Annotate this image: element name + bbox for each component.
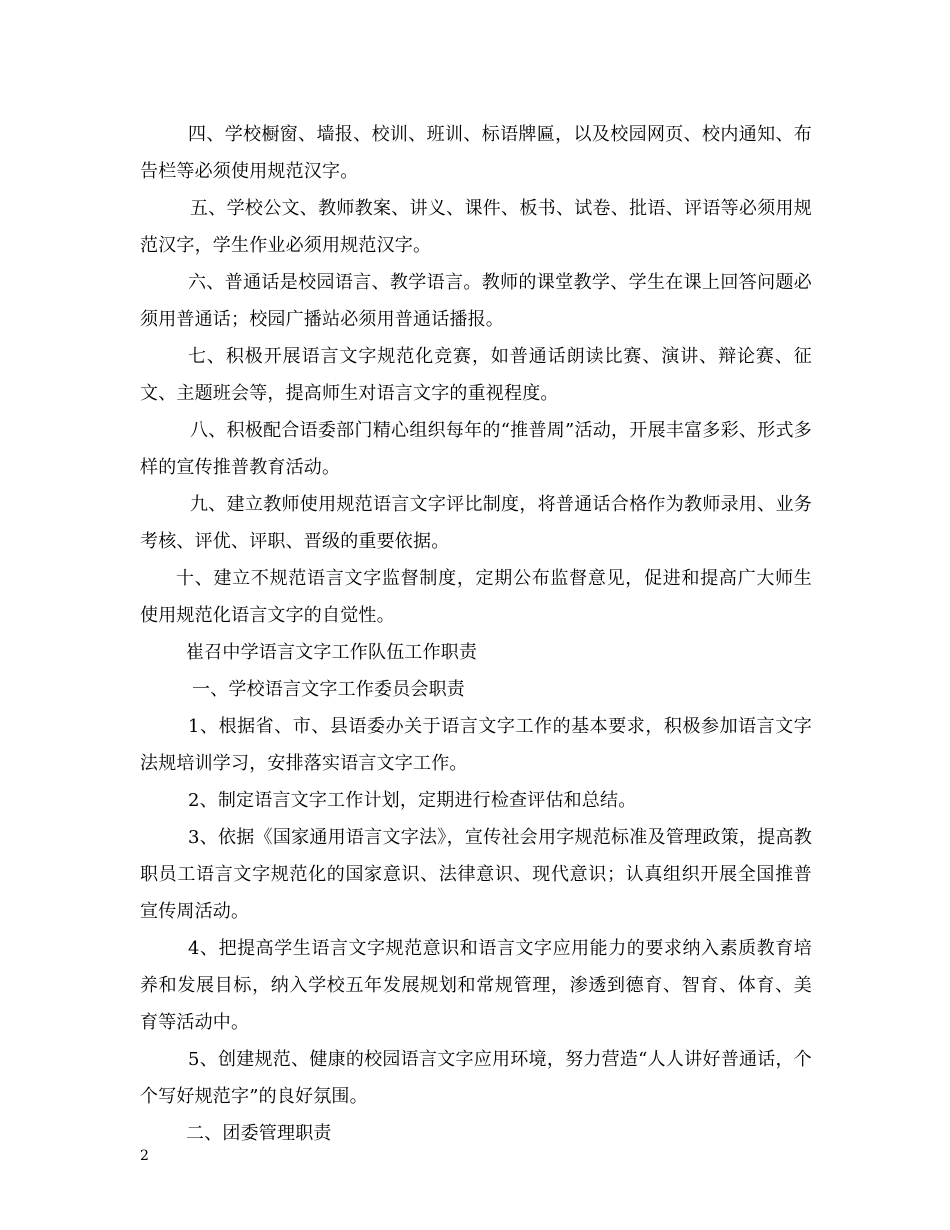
duty-item-5: 5、创建规范、健康的校园语言文字应用环境，努力营造“人人讲好普通话，个个写好规范字”的良好氛围。 bbox=[140, 1049, 812, 1107]
paragraph-4: 四、学校橱窗、墙报、校训、班训、标语牌匾，以及校园网页、校内通知、布告栏等必须使用规范汉字。 bbox=[140, 124, 812, 182]
subsection-title-1: 一、学校语言文字工作委员会职责 bbox=[192, 679, 465, 700]
duty-item-3: 3、依据《国家通用语言文字法》，宣传社会用字规范标准及管理政策，提高教职员工语言文字规范化的国家意识、法律意识、现代意识；认真组织开展全国推普宣传周活动。 bbox=[140, 827, 812, 922]
document-body bbox=[140, 116, 812, 1152]
duty-item-2: 2、制定语言文字工作计划，定期进行检查评估和总结。 bbox=[188, 790, 637, 811]
paragraph-9: 九、建立教师使用规范语言文字评比制度，将普通话合格作为教师录用、业务考核、评优、评职、晋级的重要依据。 bbox=[140, 494, 812, 552]
section-title: 崔召中学语言文字工作队伍工作职责 bbox=[186, 642, 478, 663]
page-number: 2 bbox=[140, 1148, 149, 1164]
paragraph-8: 八、积极配合语委部门精心组织每年的“推普周”活动，开展丰富多彩、形式多样的宣传推普教育活动。 bbox=[140, 420, 812, 478]
paragraph-10: 十、建立不规范语言文字监督制度，定期公布监督意见，促进和提高广大师生使用规范化语言文字的自觉性。 bbox=[140, 568, 812, 626]
paragraph-6: 六、普通话是校园语言、教学语言。教师的课堂教学、学生在课上回答问题必须用普通话；校园广播站必须用普通话播报。 bbox=[140, 272, 812, 330]
duty-item-1: 1、根据省、市、县语委办关于语言文字工作的基本要求，积极参加语言文字法规培训学习，安排落实语言文字工作。 bbox=[140, 716, 812, 774]
subsection-title-2: 二、团委管理职责 bbox=[186, 1123, 332, 1144]
paragraph-7: 七、积极开展语言文字规范化竞赛，如普通话朗读比赛、演讲、辩论赛、征文、主题班会等，提高师生对语言文字的重视程度。 bbox=[140, 346, 812, 404]
duty-item-4: 4、把提高学生语言文字规范意识和语言文字应用能力的要求纳入素质教育培养和发展目标，纳入学校五年发展规划和常规管理，渗透到德育、智育、体育、美育等活动中。 bbox=[140, 938, 812, 1033]
paragraph-5: 五、学校公文、教师教案、讲义、课件、板书、试卷、批语、评语等必须用规范汉字，学生作业必须用规范汉字。 bbox=[140, 198, 812, 256]
